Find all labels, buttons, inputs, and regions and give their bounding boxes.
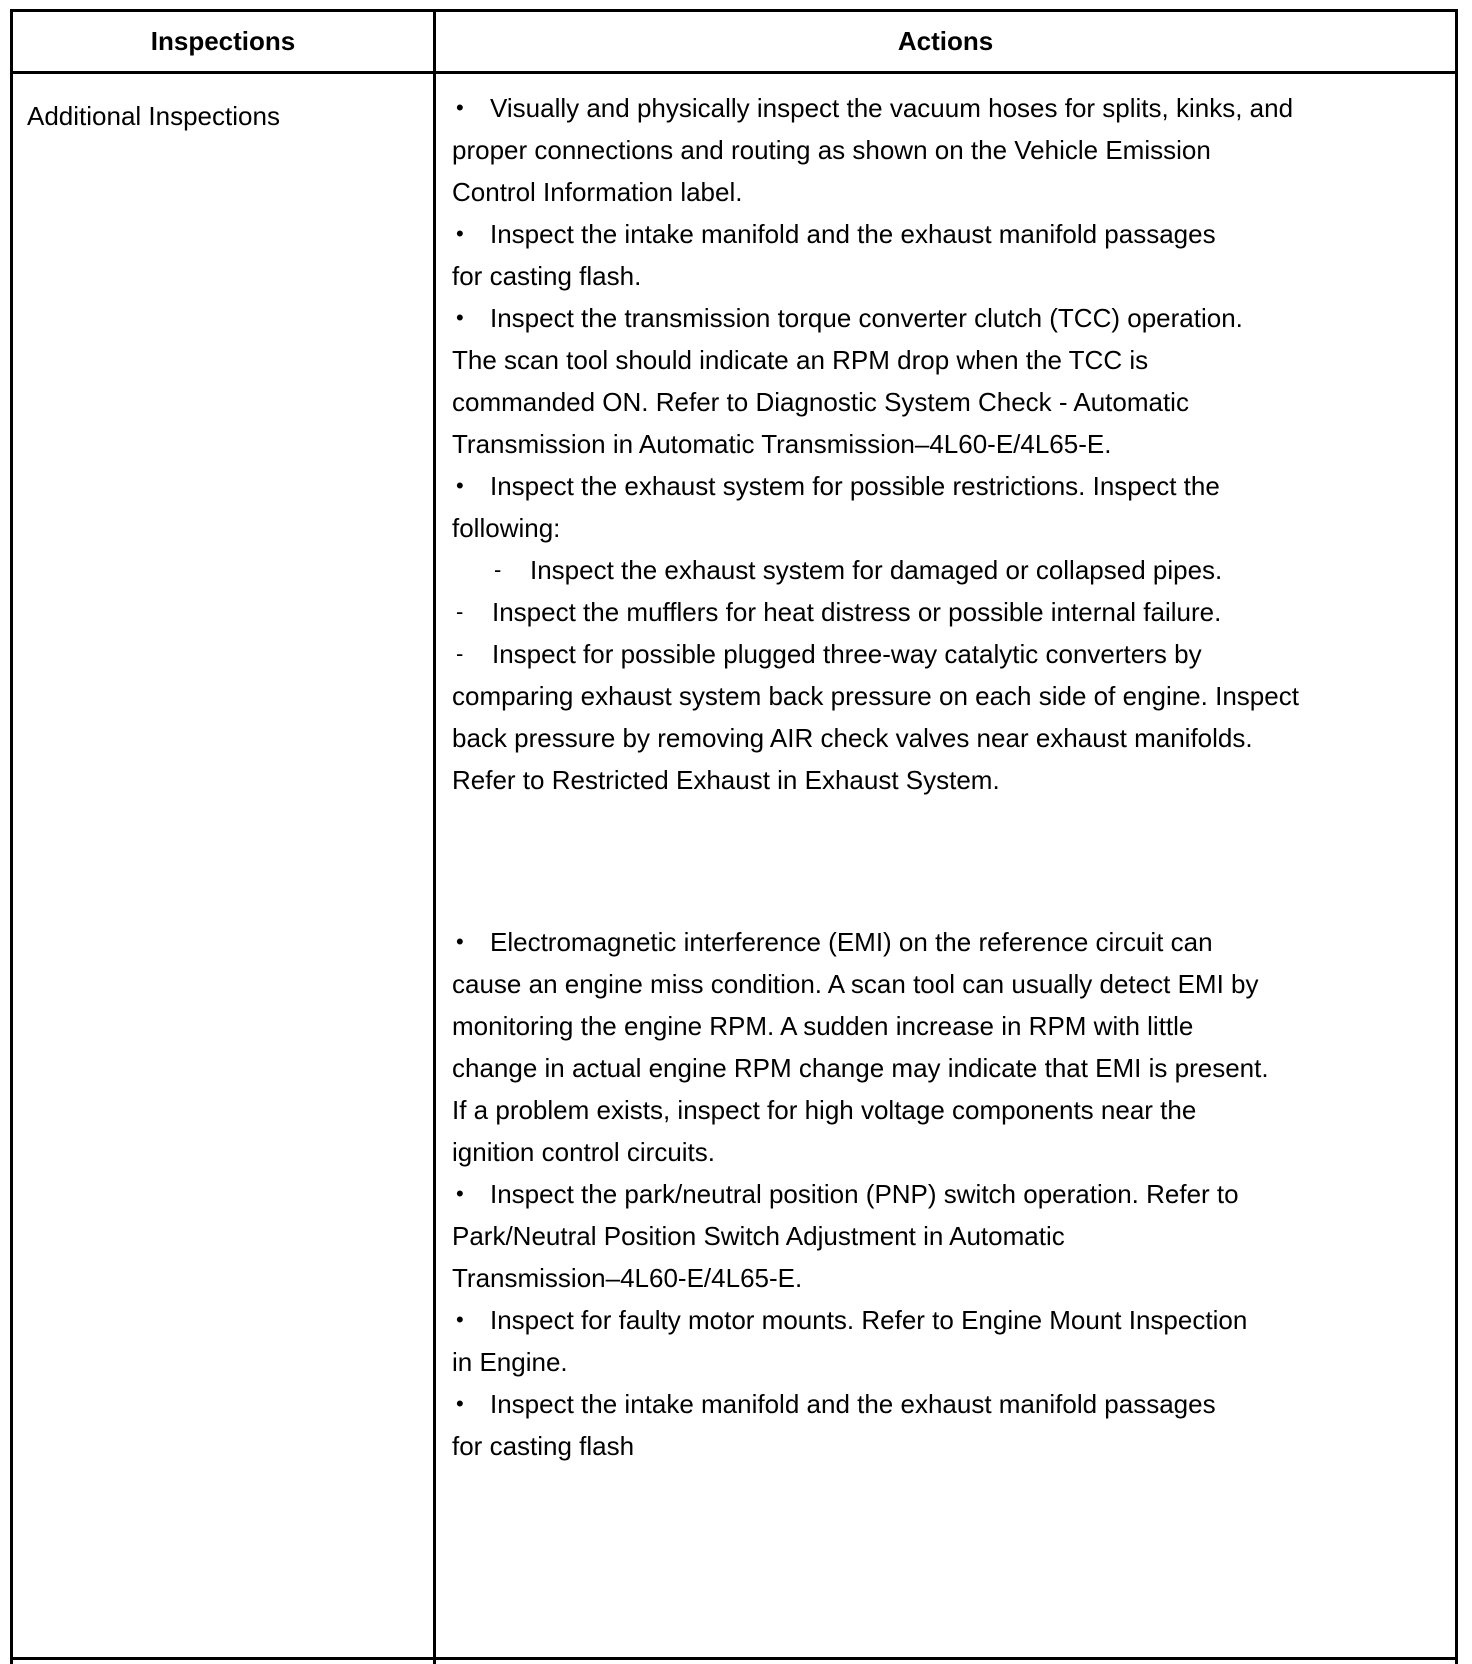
action-line: cause an engine miss condition. A scan tool can usually detect EMI by [452, 969, 1259, 999]
dash-marker: - [494, 557, 502, 582]
bullet-marker: • [456, 95, 464, 120]
action-line: Inspect the intake manifold and the exhaust manifold passages [490, 1389, 1216, 1419]
action-line: Inspect the exhaust system for possible restrictions. Inspect the [490, 471, 1220, 501]
action-line: Inspect the mufflers for heat distress or possible internal failure. [492, 597, 1222, 627]
action-line: If a problem exists, inspect for high voltage components near the [452, 1095, 1197, 1125]
action-line: commanded ON. Refer to Diagnostic System Check - Automatic [452, 387, 1189, 417]
action-line: Visually and physically inspect the vacuum hoses for splits, kinks, and [490, 93, 1294, 123]
action-line: Refer to Restricted Exhaust in Exhaust System. [452, 765, 1000, 795]
action-line: monitoring the engine RPM. A sudden increase in RPM with little [452, 1011, 1194, 1041]
bullet-marker: • [456, 929, 464, 954]
action-line: Park/Neutral Position Switch Adjustment in Automatic [452, 1221, 1065, 1251]
header-inspections: Inspections [150, 26, 296, 56]
dash-marker: - [456, 599, 464, 624]
action-line: following: [452, 513, 561, 543]
action-line: back pressure by removing AIR check valves near exhaust manifolds. [452, 723, 1253, 753]
action-line: change in actual engine RPM change may indicate that EMI is present. [452, 1053, 1269, 1083]
bullet-marker: • [456, 305, 464, 330]
action-line: in Engine. [452, 1347, 568, 1377]
inspection-cell: Additional Inspections [27, 101, 280, 131]
action-line: for casting flash. [452, 261, 642, 291]
bottom-rule [10, 1657, 1458, 1660]
action-line: Transmission–4L60-E/4L65-E. [452, 1263, 803, 1293]
action-line: comparing exhaust system back pressure on each side of engine. Inspect [452, 681, 1299, 711]
action-line: Control Information label. [452, 177, 743, 207]
action-line: Inspect for faulty motor mounts. Refer to Engine Mount Inspection [490, 1305, 1248, 1335]
header-actions: Actions [897, 26, 994, 56]
bullet-marker: • [456, 1181, 464, 1206]
action-line: ignition control circuits. [452, 1137, 715, 1167]
action-line: Inspect the exhaust system for damaged or collapsed pipes. [530, 555, 1223, 585]
action-line: Electromagnetic interference (EMI) on the reference circuit can [490, 927, 1213, 957]
action-line: Inspect the transmission torque converter clutch (TCC) operation. [490, 303, 1243, 333]
dash-marker: - [456, 641, 464, 666]
action-line: Transmission in Automatic Transmission–4L60-E/4L65-E. [452, 429, 1112, 459]
action-line: proper connections and routing as shown on the Vehicle Emission [452, 135, 1211, 165]
action-line: The scan tool should indicate an RPM drop when the TCC is [452, 345, 1149, 375]
bullet-marker: • [456, 1391, 464, 1416]
action-line: Inspect the park/neutral position (PNP) switch operation. Refer to [490, 1179, 1239, 1209]
action-line: Inspect for possible plugged three-way catalytic converters by [492, 639, 1202, 669]
bullet-marker: • [456, 1307, 464, 1332]
action-line: for casting flash [452, 1431, 635, 1461]
bullet-marker: • [456, 221, 464, 246]
column-divider [433, 9, 436, 1664]
bullet-marker: • [456, 473, 464, 498]
action-line: Inspect the intake manifold and the exhaust manifold passages [490, 219, 1216, 249]
header-rule [10, 71, 1458, 74]
